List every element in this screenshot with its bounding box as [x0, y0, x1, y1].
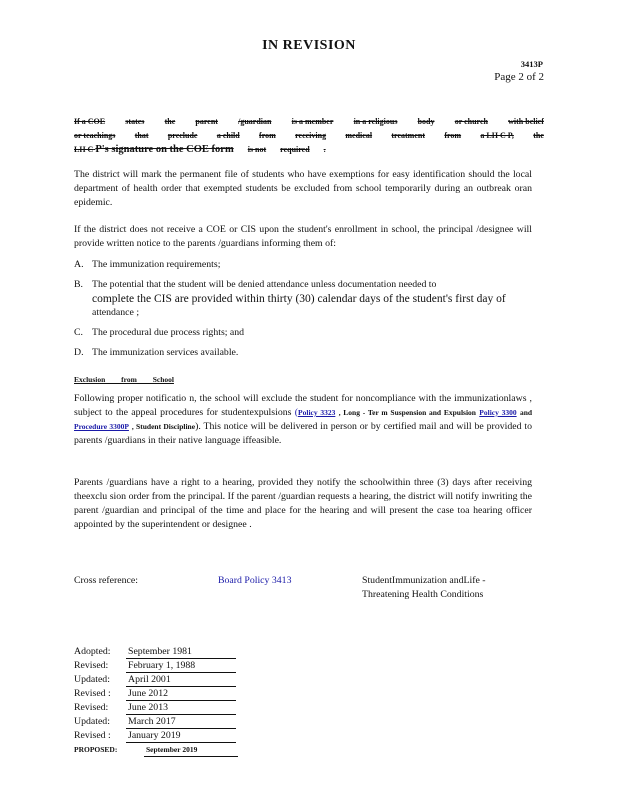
struck-word: the [164, 117, 176, 126]
list-text: The immunization requirements; [92, 259, 221, 270]
struck-word: body [417, 117, 435, 126]
struck-word: states [125, 117, 145, 126]
page-number: Page 2 of 2 [494, 71, 544, 83]
history-row: Revised: February 1, 1988 [74, 659, 238, 673]
struck-word: from [259, 131, 276, 140]
list-marker: B. [74, 279, 83, 290]
struck-word: If a COE [74, 117, 106, 126]
notice-paragraph: If the district does not receive a COE or CIS upon the student's enrollment in school, the principal /designee will provide written notice to the parents /guardians informing them of: [74, 224, 532, 249]
list-text: The immunization services available. [92, 347, 239, 358]
list-text: attendance ; [92, 307, 140, 318]
procedure-3300p-link[interactable]: Procedure 3300P [74, 422, 129, 431]
struck-word: or teachings [74, 131, 116, 140]
struck-word: treatment [391, 131, 426, 140]
struck-word: preclude [167, 131, 198, 140]
history-row: Revised: June 2013 [74, 701, 238, 715]
struck-word: the [533, 131, 544, 140]
struck-word: from [444, 131, 462, 140]
policy-3323-link[interactable]: Policy 3323 [298, 408, 336, 417]
struck-word: is a member [291, 117, 334, 126]
struck-word: that [134, 131, 149, 140]
struck-word: parent [195, 117, 218, 126]
struck-line-2 [74, 129, 544, 143]
board-policy-3413-link[interactable]: Board Policy 3413 [218, 575, 292, 586]
struck-word: LH C P's signature on the COE form [74, 144, 234, 155]
list-marker: C. [74, 327, 83, 338]
history-row: Updated: March 2017 [74, 715, 238, 729]
notice-list-item-b [74, 278, 534, 320]
struck-line-1 [74, 115, 544, 129]
history-row: Revised : June 2012 [74, 687, 238, 701]
struck-word: a child [216, 131, 240, 140]
struck-word: with belief [508, 117, 544, 126]
struck-word: medical [345, 131, 373, 140]
list-text: complete the CIS are provided within thirty (30) calendar days of the student's first day of [92, 292, 506, 305]
struck-word: /guardian [238, 117, 272, 126]
struck-word: required [280, 145, 310, 154]
policy-number: 3413P [520, 59, 543, 69]
struck-out-paragraph [74, 115, 544, 157]
struck-word: is not [247, 145, 267, 154]
struck-word: or church [454, 117, 488, 126]
history-row: Revised : January 2019 [74, 729, 238, 743]
list-marker: D. [74, 347, 84, 358]
struck-line-3 [74, 143, 544, 157]
list-marker: A. [74, 259, 84, 270]
revision-history [74, 645, 238, 757]
list-text: The procedural due process rights; and [92, 327, 245, 338]
exclusion-paragraph: Following proper notificatio n, the school will exclude the student for noncompliance with the immunizationlaws , subject to the appeal procedures for studentexpulsions (Policy 3323 , Long - Ter m Suspension and Expulsion Policy 3300 and Procedure 3300P , Student Discipline). This notice will be delivered in person or by certified mail and will be provided to parents /guardians in their native language iffeasible. [74, 393, 533, 446]
policy-3300-link[interactable]: Policy 3300 [479, 408, 517, 417]
struck-word: receiving [295, 131, 327, 140]
notice-list-item-c [74, 326, 534, 340]
document-status-title: IN REVISION [262, 38, 356, 53]
notice-list-item-a [74, 258, 534, 272]
history-row-proposed: PROPOSED: September 2019 [74, 743, 238, 757]
hearing-paragraph: Parents /guardians have a right to a hearing, provided they notify the schoolwithin three (3) days after receiving theexclu sion order from the principal. If the parent /guardian requests a hearing, the district will notify inwriting the parent /guardian and principal of the time and place for the hearing and will present the case toa hearing officer appointed by the superintendent or designee . [74, 477, 532, 530]
struck-word: a LH C P, [480, 131, 514, 140]
history-row: Adopted: September 1981 [74, 645, 238, 659]
notice-list-item-d [74, 346, 534, 360]
history-row: Updated: April 2001 [74, 673, 238, 687]
cross-reference-title: StudentImmunization andLife - Threatening Health Conditions [362, 575, 486, 600]
exemption-paragraph: The district will mark the permanent file of students who have exemptions for easy identification should the local department of health order that exempted students be excluded from school temporarily during an outbreak oran epidemic. [74, 169, 532, 208]
exclusion-heading: Exclusion from School [74, 375, 174, 384]
list-text: The potential that the student will be denied attendance unless documentation needed to [92, 279, 437, 290]
cross-reference-label: Cross reference: [74, 575, 138, 586]
struck-word: in a religious [353, 117, 398, 126]
struck-word: . [323, 145, 326, 154]
